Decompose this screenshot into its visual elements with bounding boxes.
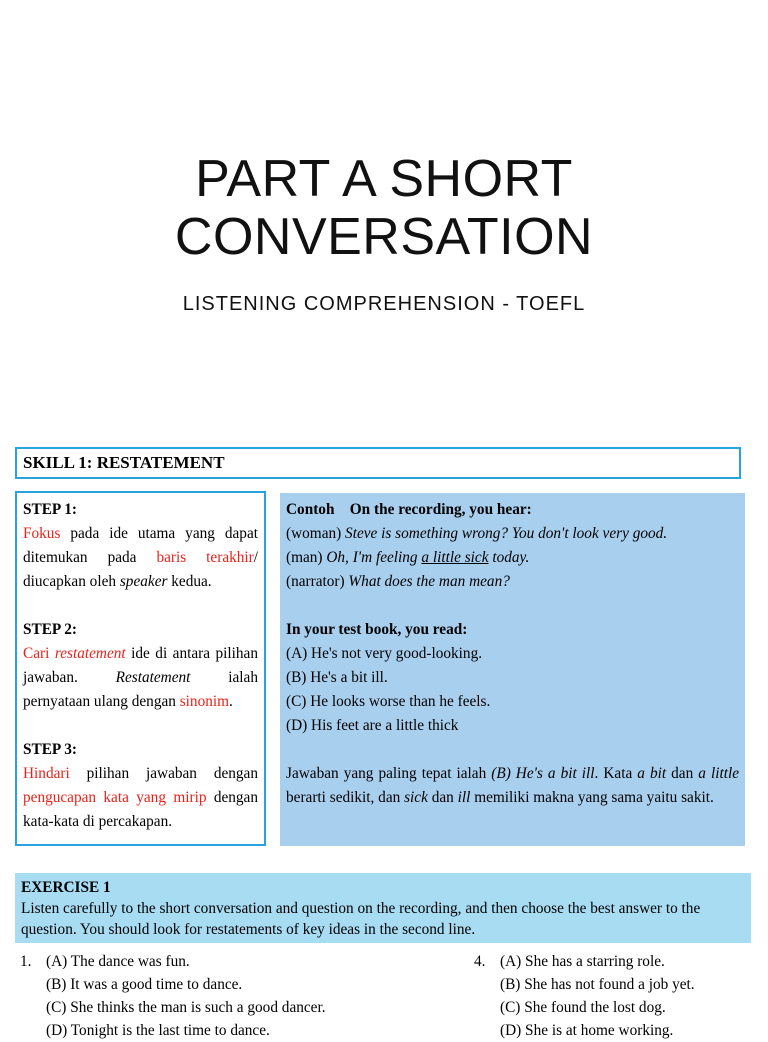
question-1-option-a bbox=[20, 950, 326, 973]
answer-i2: a bit bbox=[637, 765, 667, 782]
man-label: (man) bbox=[286, 549, 327, 566]
step3-pengucapan: pengucapan kata yang mirip bbox=[23, 789, 207, 806]
question-4-option-b: (B) She has not found a job yet. bbox=[500, 976, 695, 993]
example-option-d: (D) His feet are a little thick bbox=[286, 717, 459, 734]
step1-speaker: speaker bbox=[119, 573, 168, 590]
question-1 bbox=[20, 950, 326, 1042]
step2-t1: ide di antara pilihan jawaban. bbox=[23, 645, 258, 686]
step2-restatement2: Restatement bbox=[115, 669, 191, 686]
step3-t2: dengan kata-kata di percakapan. bbox=[23, 789, 258, 830]
answer-t5: dan bbox=[427, 789, 458, 806]
step3-t1: pilihan jawaban dengan bbox=[69, 765, 258, 782]
page-title bbox=[0, 150, 768, 266]
test-book-heading: In your test book, you read: bbox=[286, 621, 468, 638]
narrator-label: (narrator) bbox=[286, 573, 349, 590]
question-4-option-d: (D) She is at home working. bbox=[500, 1022, 674, 1039]
line-woman bbox=[286, 522, 739, 546]
step1-t2: / diucapkan oleh bbox=[23, 549, 258, 590]
page-subtitle: LISTENING COMPREHENSION - TOEFL bbox=[182, 293, 586, 315]
exercise-box bbox=[15, 873, 751, 943]
question-1-option-b: (B) It was a good time to dance. bbox=[46, 976, 243, 993]
exercise-instructions: Listen carefully to the short conversation and question on the recording, and then choose the best answer to the question. You should look for restatements of key ideas in the second line. bbox=[21, 900, 701, 938]
question-4-number: 4. bbox=[474, 953, 486, 970]
step1-text bbox=[23, 522, 258, 594]
example-option-b: (B) He's a bit ill. bbox=[286, 669, 388, 686]
title-line-1: PART A SHORT bbox=[195, 150, 573, 208]
example-box bbox=[280, 493, 745, 846]
answer-t6: memiliki makna yang sama yaitu sakit. bbox=[470, 789, 714, 806]
step1-title: STEP 1: bbox=[23, 501, 77, 518]
skill-header: SKILL 1: RESTATEMENT bbox=[15, 447, 741, 479]
answer-i4: sick bbox=[404, 789, 428, 806]
line-man bbox=[286, 546, 739, 570]
line-narrator bbox=[286, 570, 739, 594]
example-option-c: (C) He looks worse than he feels. bbox=[286, 693, 491, 710]
step2-restatement: restatement bbox=[54, 645, 126, 662]
q1-a-text: (A) The dance was fun. bbox=[46, 953, 190, 970]
step1-t1: pada ide utama yang dapat ditemukan pada bbox=[23, 525, 258, 566]
step1-baris: baris terakhir bbox=[156, 549, 254, 566]
answer-i3: a little bbox=[698, 765, 739, 782]
example-option-a: (A) He's not very good-looking. bbox=[286, 645, 483, 662]
steps-box bbox=[15, 491, 266, 846]
step2-sinonim: sinonim bbox=[179, 693, 230, 710]
answer-i1: (B) He's a bit ill bbox=[491, 765, 595, 782]
step2-t2: ialah pernyataan ulang dengan bbox=[23, 669, 258, 710]
question-1-option-c: (C) She thinks the man is such a good dancer. bbox=[46, 999, 326, 1016]
question-4-option-a bbox=[474, 950, 695, 973]
example-heading: Contoh On the recording, you hear: bbox=[286, 501, 532, 518]
step2-text bbox=[23, 642, 258, 714]
step3-title: STEP 3: bbox=[23, 741, 77, 758]
question-1-option-d: (D) Tonight is the last time to dance. bbox=[46, 1022, 270, 1039]
man-text-1: Oh, I'm feeling bbox=[326, 549, 422, 566]
answer-i5: ill bbox=[457, 789, 471, 806]
title-line-2: CONVERSATION bbox=[174, 208, 594, 266]
step3-text bbox=[23, 762, 258, 834]
answer-t1: Jawaban yang paling tepat ialah bbox=[286, 765, 492, 782]
narrator-text: What does the man mean? bbox=[348, 573, 510, 590]
question-1-number: 1. bbox=[20, 953, 32, 970]
step2-cari: Cari bbox=[23, 645, 50, 662]
example-answer bbox=[286, 762, 739, 810]
woman-text: Steve is something wrong? You don't look very good. bbox=[345, 525, 668, 542]
step1-focus: Fokus bbox=[23, 525, 61, 542]
man-underline: a little sick bbox=[421, 549, 489, 566]
step1-t3: kedua. bbox=[167, 573, 212, 590]
answer-t2: . Kata bbox=[594, 765, 638, 782]
woman-label: (woman) bbox=[286, 525, 346, 542]
step2-t3: . bbox=[229, 693, 233, 710]
exercise-title: EXERCISE 1 bbox=[21, 879, 111, 896]
question-4 bbox=[474, 950, 695, 1042]
question-4-option-c: (C) She found the lost dog. bbox=[500, 999, 666, 1016]
man-text-2: today. bbox=[488, 549, 530, 566]
q4-a-text: (A) She has a starring role. bbox=[500, 953, 665, 970]
answer-t3: dan bbox=[666, 765, 699, 782]
step3-hindari: Hindari bbox=[23, 765, 70, 782]
answer-t4: berarti sedikit, dan bbox=[286, 789, 405, 806]
step2-title: STEP 2: bbox=[23, 621, 77, 638]
